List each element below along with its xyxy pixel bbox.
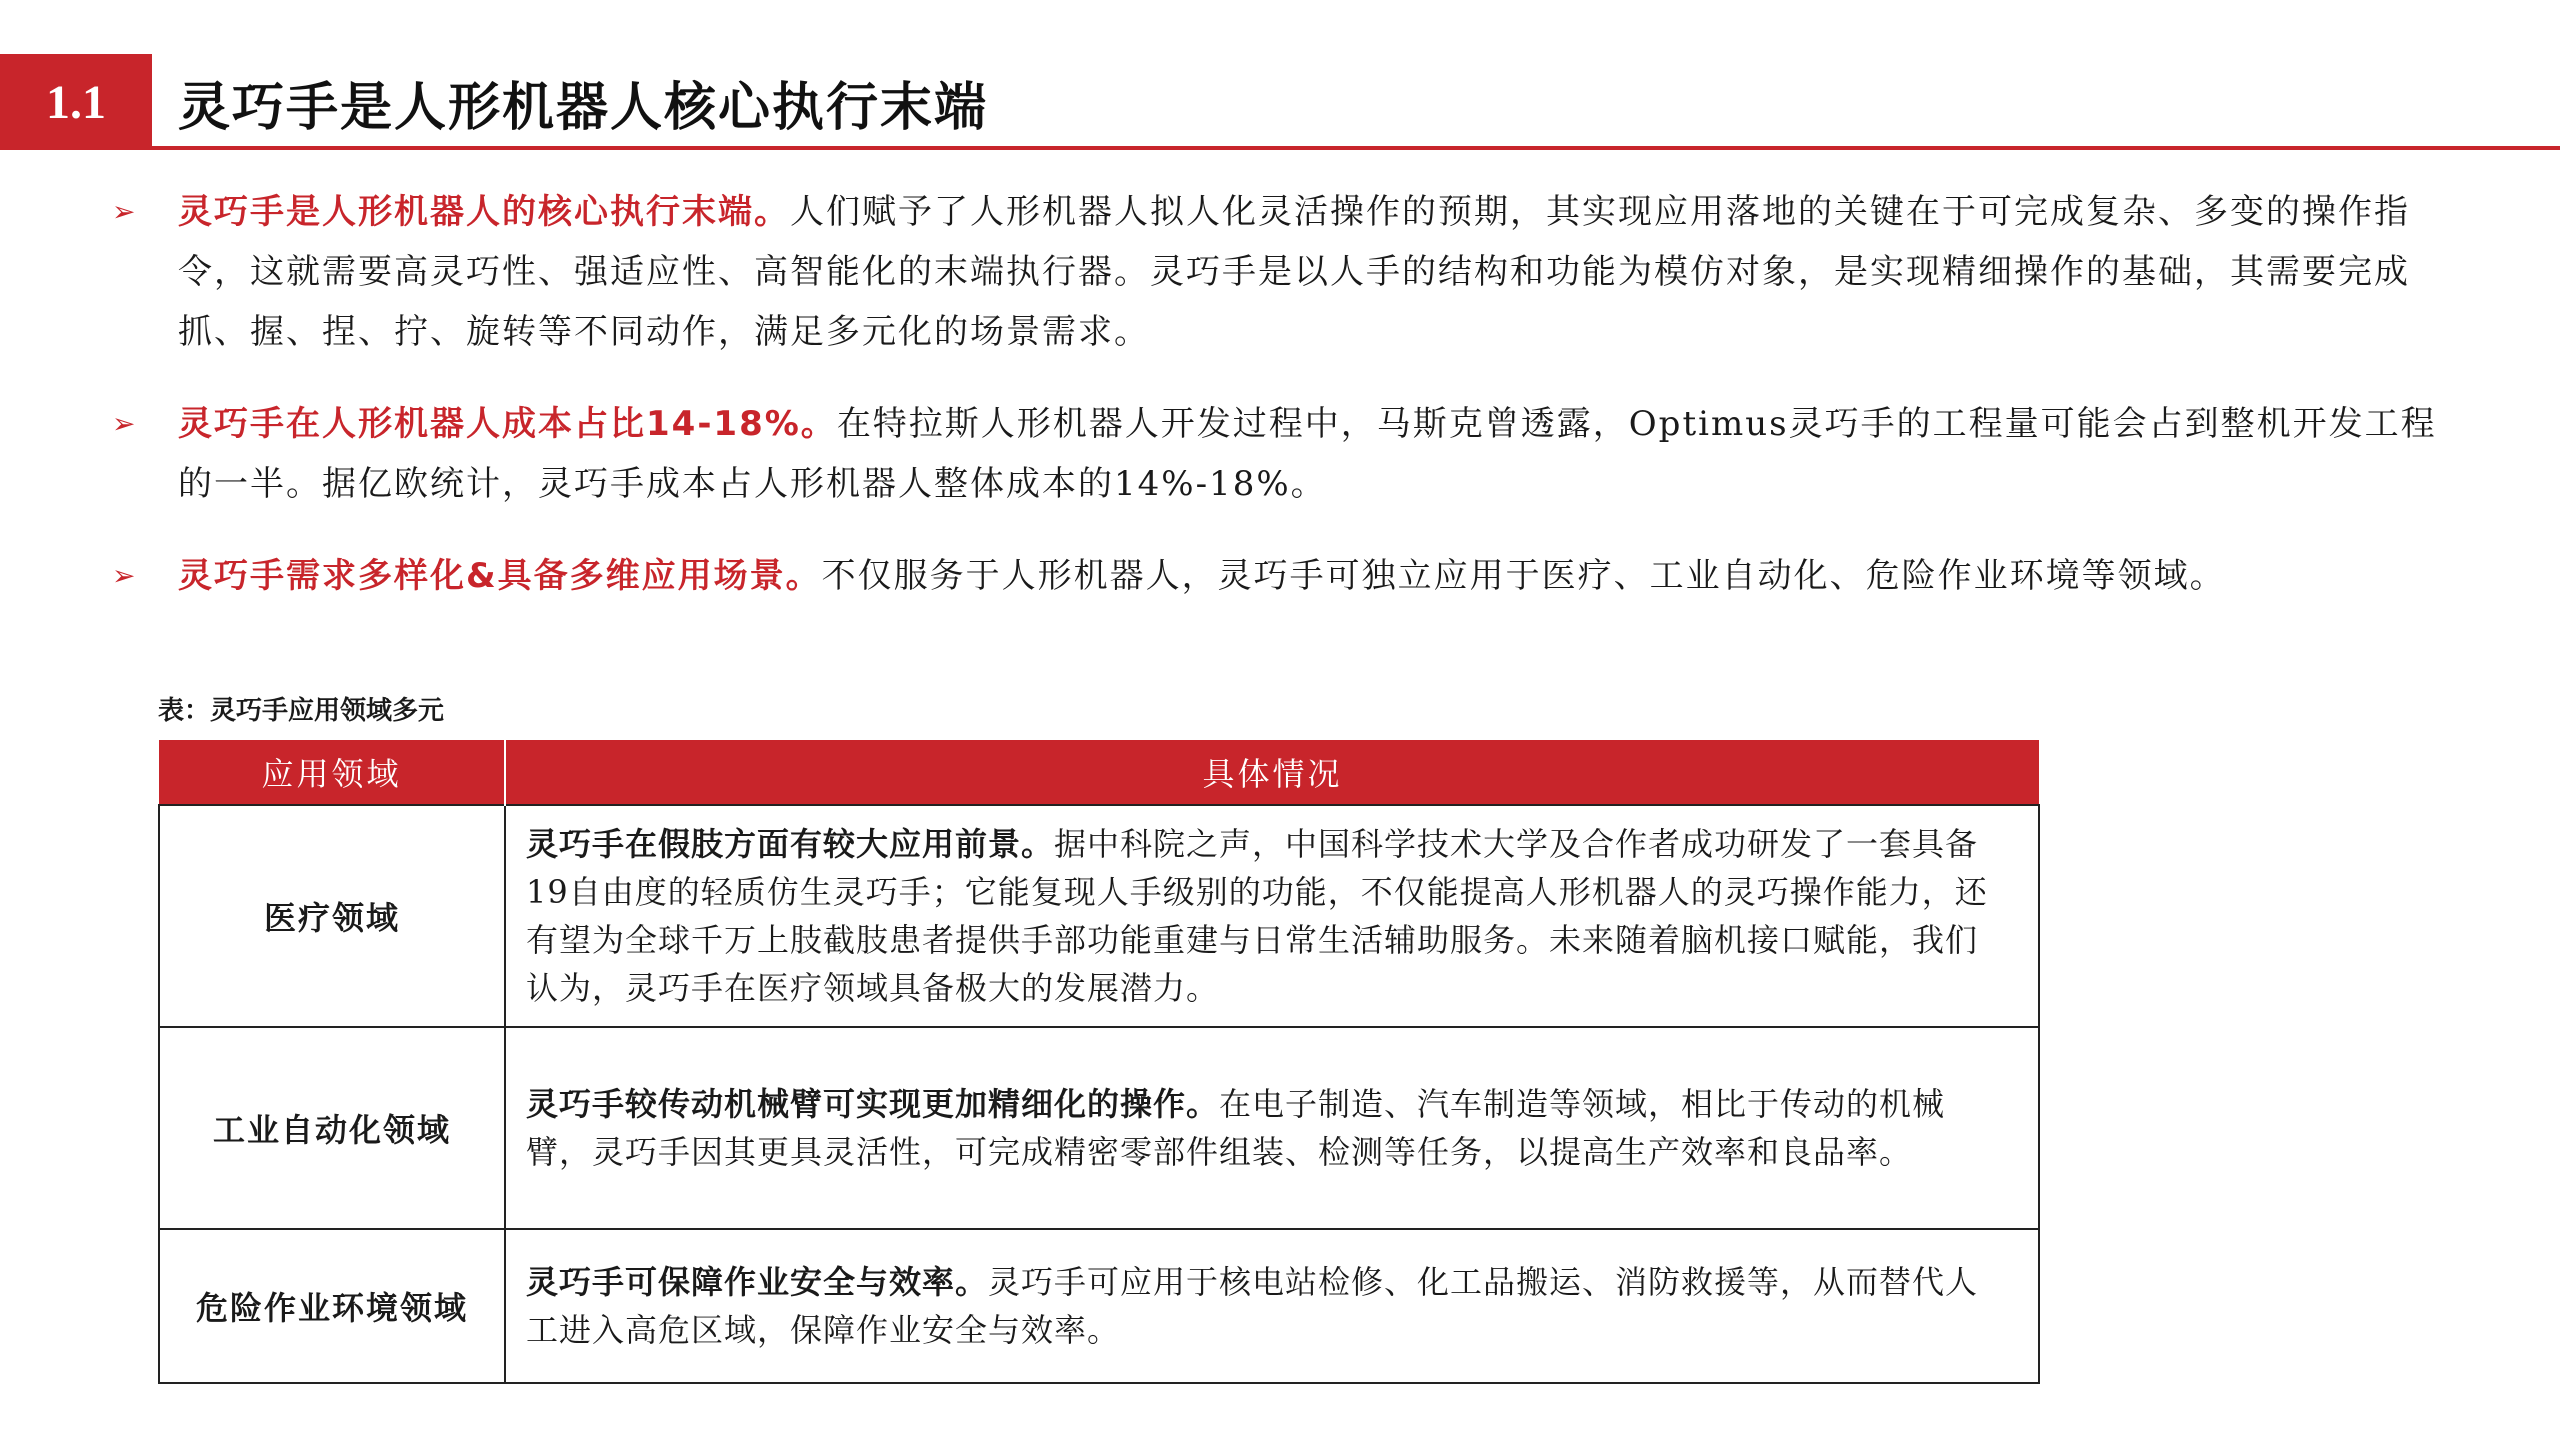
- row-field: 危险作业环境领域: [159, 1229, 505, 1383]
- arrow-bullet-icon: ➢: [112, 559, 136, 592]
- bullet-highlight: 灵巧手在人形机器人成本占比14-18%。: [178, 404, 837, 444]
- row-highlight: 灵巧手在假肢方面有较大应用前景。: [526, 825, 1055, 863]
- bullet-body: 不仅服务于人形机器人，灵巧手可独立应用于医疗、工业自动化、危险作业环境等领域。: [821, 556, 2226, 596]
- arrow-bullet-icon: ➢: [112, 407, 136, 440]
- row-body: 灵巧手可应用于核电站检修、化工品搬运、消防救援等，从而替代人工进入高危区域，保障作业安全与效率。: [526, 1263, 1979, 1349]
- table-row: [159, 1027, 2039, 1229]
- header-field: 应用领域: [159, 740, 505, 805]
- row-highlight: 灵巧手较传动机械臂可实现更加精细化的操作。: [526, 1085, 1220, 1123]
- bullet-text: [178, 182, 2462, 362]
- bullet-body: 在特拉斯人形机器人开发过程中，马斯克曾透露，Optimus灵巧手的工程量可能会占到整机开发工程的一半。据亿欧统计，灵巧手成本占人形机器人整体成本的14%-18%。: [178, 404, 2437, 504]
- row-detail: [505, 805, 2039, 1027]
- row-detail: [505, 1027, 2039, 1229]
- row-field: 工业自动化领域: [159, 1027, 505, 1229]
- row-body: 在电子制造、汽车制造等领域，相比于传动的机械臂，灵巧手因其更具灵活性，可完成精密零部件组装、检测等任务，以提高生产效率和良品率。: [526, 1085, 1946, 1171]
- bullet-item: [112, 546, 2462, 606]
- bullet-text: [178, 546, 2226, 606]
- bullet-list: [112, 182, 2462, 638]
- application-table: [158, 740, 2040, 1384]
- bullet-highlight: 灵巧手是人形机器人的核心执行末端。: [178, 192, 790, 232]
- section-number: 1.1: [0, 54, 152, 150]
- table-caption: 表：灵巧手应用领域多元: [158, 696, 445, 726]
- row-body: 据中科院之声，中国科学技术大学及合作者成功研发了一套具备19自由度的轻质仿生灵巧手；它能复现人手级别的功能，不仅能提高人形机器人的灵巧操作能力，还有望为全球千万上肢截肢患者提供手部功能重建与日常生活辅助服务。未来随着脑机接口赋能，我们认为，灵巧手在医疗领域具备极大的发展潜力。: [526, 825, 1988, 1007]
- row-highlight: 灵巧手可保障作业安全与效率。: [526, 1263, 989, 1301]
- row-detail: [505, 1229, 2039, 1383]
- bullet-text: [178, 394, 2462, 514]
- arrow-bullet-icon: ➢: [112, 195, 136, 228]
- table-row: [159, 805, 2039, 1027]
- bullet-item: [112, 182, 2462, 362]
- table-row: [159, 1229, 2039, 1383]
- page-title: 灵巧手是人形机器人核心执行末端: [178, 77, 989, 138]
- bullet-item: [112, 394, 2462, 514]
- title-divider: [152, 146, 2560, 150]
- bullet-highlight: 灵巧手需求多样化&具备多维应用场景。: [178, 556, 822, 596]
- header-detail: 具体情况: [505, 740, 2039, 805]
- table-header-row: [159, 740, 2039, 805]
- bullet-body: 人们赋予了人形机器人拟人化灵活操作的预期，其实现应用落地的关键在于可完成复杂、多变的操作指令，这就需要高灵巧性、强适应性、高智能化的末端执行器。灵巧手是以人手的结构和功能为模仿对象，是实现精细操作的基础，其需要完成抓、握、捏、拧、旋转等不同动作，满足多元化的场景需求。: [178, 192, 2410, 352]
- row-field: 医疗领域: [159, 805, 505, 1027]
